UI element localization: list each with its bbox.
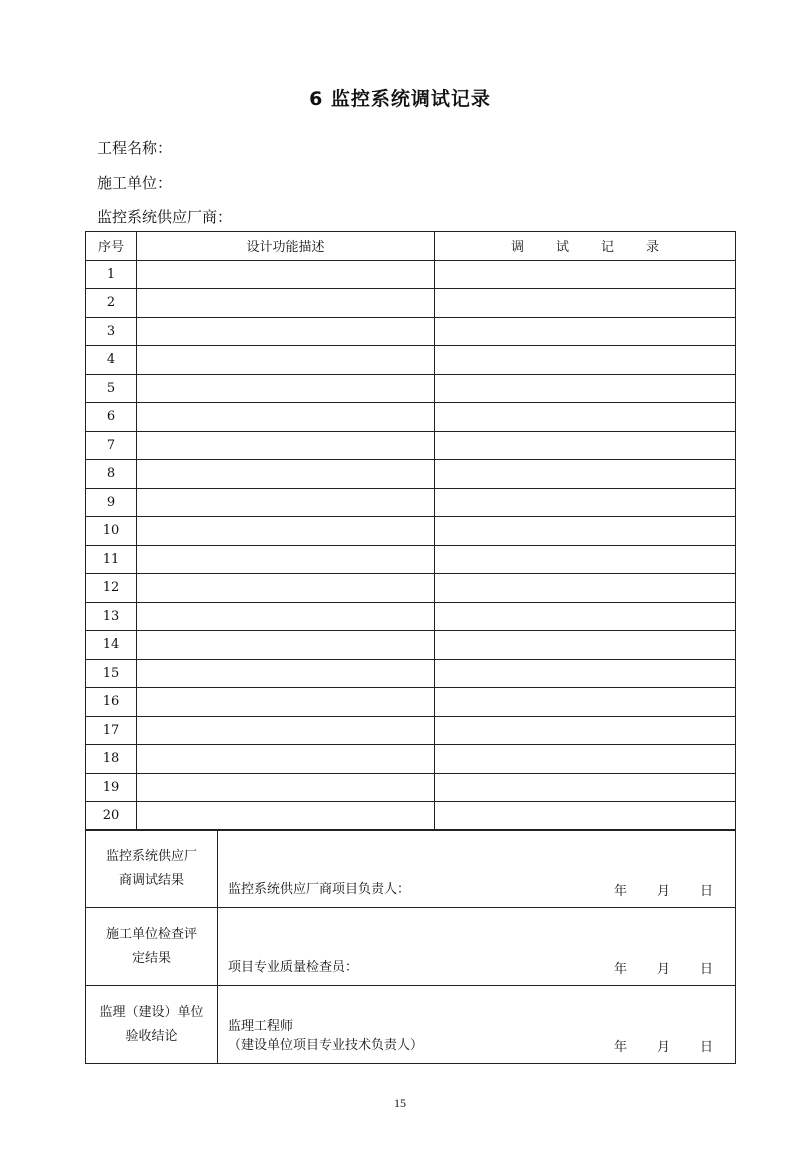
table-row	[86, 289, 736, 318]
row-number: 3	[86, 317, 137, 346]
header-record-char: 记	[601, 240, 615, 256]
table-row	[86, 773, 736, 802]
year-label: 年	[613, 1040, 627, 1055]
table-row	[86, 659, 736, 688]
table-row	[86, 545, 736, 574]
row-number: 11	[86, 545, 137, 574]
record-cell[interactable]	[435, 802, 736, 831]
description-cell[interactable]	[137, 346, 435, 375]
record-cell[interactable]	[435, 545, 736, 574]
record-cell[interactable]	[435, 659, 736, 688]
row-number: 9	[86, 488, 137, 517]
signer-line: （建设单位项目专业技术负责人）	[228, 1038, 424, 1053]
record-cell[interactable]	[435, 688, 736, 717]
row-number: 7	[86, 431, 137, 460]
description-cell[interactable]	[137, 602, 435, 631]
header-no: 序号	[86, 232, 137, 261]
description-cell[interactable]	[137, 517, 435, 546]
year-label: 年	[613, 884, 627, 899]
record-cell[interactable]	[435, 716, 736, 745]
record-cell[interactable]	[435, 745, 736, 774]
date-fields	[584, 1036, 713, 1055]
description-cell[interactable]	[137, 802, 435, 831]
row-number: 13	[86, 602, 137, 631]
row-number: 16	[86, 688, 137, 717]
signer-block	[228, 958, 358, 977]
table-row	[86, 346, 736, 375]
table-row	[86, 488, 736, 517]
table-row	[86, 260, 736, 289]
table-row	[86, 460, 736, 489]
signer-line: 项目专业质量检查员：	[228, 960, 359, 975]
month-label: 月	[656, 1040, 670, 1055]
signer-block	[228, 1017, 423, 1055]
description-cell[interactable]	[137, 403, 435, 432]
header-record-char: 录	[646, 240, 660, 256]
day-label: 日	[699, 962, 713, 977]
description-cell[interactable]	[137, 688, 435, 717]
table-row	[86, 802, 736, 831]
header-record	[435, 232, 736, 261]
record-cell[interactable]	[435, 260, 736, 289]
signer-block	[228, 880, 410, 899]
record-cell[interactable]	[435, 346, 736, 375]
row-number: 12	[86, 574, 137, 603]
table-row	[86, 688, 736, 717]
section-label-line: 监控系统供应厂	[105, 848, 197, 864]
record-cell[interactable]	[435, 374, 736, 403]
section-label-line: 定结果	[131, 950, 171, 966]
date-fields	[584, 958, 713, 977]
record-cell[interactable]	[435, 317, 736, 346]
table-row	[86, 574, 736, 603]
description-cell[interactable]	[137, 260, 435, 289]
header-record-char: 试	[555, 240, 569, 256]
section-label-line: 施工单位检查评	[105, 926, 197, 942]
description-cell[interactable]	[137, 317, 435, 346]
year-label: 年	[613, 962, 627, 977]
description-cell[interactable]	[137, 545, 435, 574]
description-cell[interactable]	[137, 460, 435, 489]
page-title: 6 监控系统调试记录	[309, 88, 491, 110]
header-description: 设计功能描述	[137, 232, 435, 261]
record-cell[interactable]	[435, 403, 736, 432]
table-row	[86, 745, 736, 774]
day-label: 日	[699, 884, 713, 899]
header-record-char: 调	[510, 240, 524, 256]
record-cell[interactable]	[435, 602, 736, 631]
section-label-line: 验收结论	[125, 1028, 178, 1044]
row-number: 18	[86, 745, 137, 774]
sign-section	[86, 830, 736, 908]
section-content[interactable]	[218, 830, 736, 908]
description-cell[interactable]	[137, 745, 435, 774]
record-cell[interactable]	[435, 574, 736, 603]
row-number: 1	[86, 260, 137, 289]
sign-off-table	[85, 829, 736, 1064]
row-number: 5	[86, 374, 137, 403]
table-row	[86, 317, 736, 346]
signer-line: 监理工程师	[228, 1019, 294, 1034]
section-label	[86, 830, 218, 908]
section-label	[86, 908, 218, 986]
description-cell[interactable]	[137, 659, 435, 688]
row-number: 8	[86, 460, 137, 489]
description-cell[interactable]	[137, 773, 435, 802]
table-row	[86, 374, 736, 403]
table-row	[86, 431, 736, 460]
row-number: 19	[86, 773, 137, 802]
description-cell[interactable]	[137, 289, 435, 318]
description-cell[interactable]	[137, 488, 435, 517]
table-row	[86, 716, 736, 745]
description-cell[interactable]	[137, 574, 435, 603]
section-label-line: 商调试结果	[118, 872, 184, 888]
description-cell[interactable]	[137, 716, 435, 745]
table-row	[86, 517, 736, 546]
section-content[interactable]	[218, 908, 736, 986]
section-content[interactable]	[218, 986, 736, 1064]
record-cell[interactable]	[435, 631, 736, 660]
record-cell[interactable]	[435, 289, 736, 318]
description-cell[interactable]	[137, 374, 435, 403]
record-cell[interactable]	[435, 460, 736, 489]
page-number: 15	[394, 1096, 406, 1110]
day-label: 日	[699, 1040, 713, 1055]
record-cell[interactable]	[435, 517, 736, 546]
section-label	[86, 986, 218, 1064]
row-number: 10	[86, 517, 137, 546]
row-number: 4	[86, 346, 137, 375]
table-row	[86, 403, 736, 432]
record-cell[interactable]	[435, 488, 736, 517]
date-fields	[584, 880, 713, 899]
description-cell[interactable]	[137, 431, 435, 460]
debug-record-table	[85, 231, 736, 831]
sign-section	[86, 986, 736, 1064]
signer-line: 监控系统供应厂商项目负责人：	[228, 882, 411, 897]
description-cell[interactable]	[137, 631, 435, 660]
month-label: 月	[656, 962, 670, 977]
row-number: 17	[86, 716, 137, 745]
table-header-row	[86, 232, 736, 261]
record-cell[interactable]	[435, 773, 736, 802]
row-number: 14	[86, 631, 137, 660]
construction-unit-label: 施工单位：	[97, 174, 173, 192]
record-cell[interactable]	[435, 431, 736, 460]
section-label-line: 监理（建设）单位	[99, 1004, 204, 1020]
row-number: 20	[86, 802, 137, 831]
row-number: 15	[86, 659, 137, 688]
table-row	[86, 631, 736, 660]
sign-section	[86, 908, 736, 986]
row-number: 6	[86, 403, 137, 432]
project-name-label: 工程名称：	[97, 139, 173, 157]
table-row	[86, 602, 736, 631]
row-number: 2	[86, 289, 137, 318]
month-label: 月	[656, 884, 670, 899]
supplier-label: 监控系统供应厂商：	[97, 208, 233, 226]
